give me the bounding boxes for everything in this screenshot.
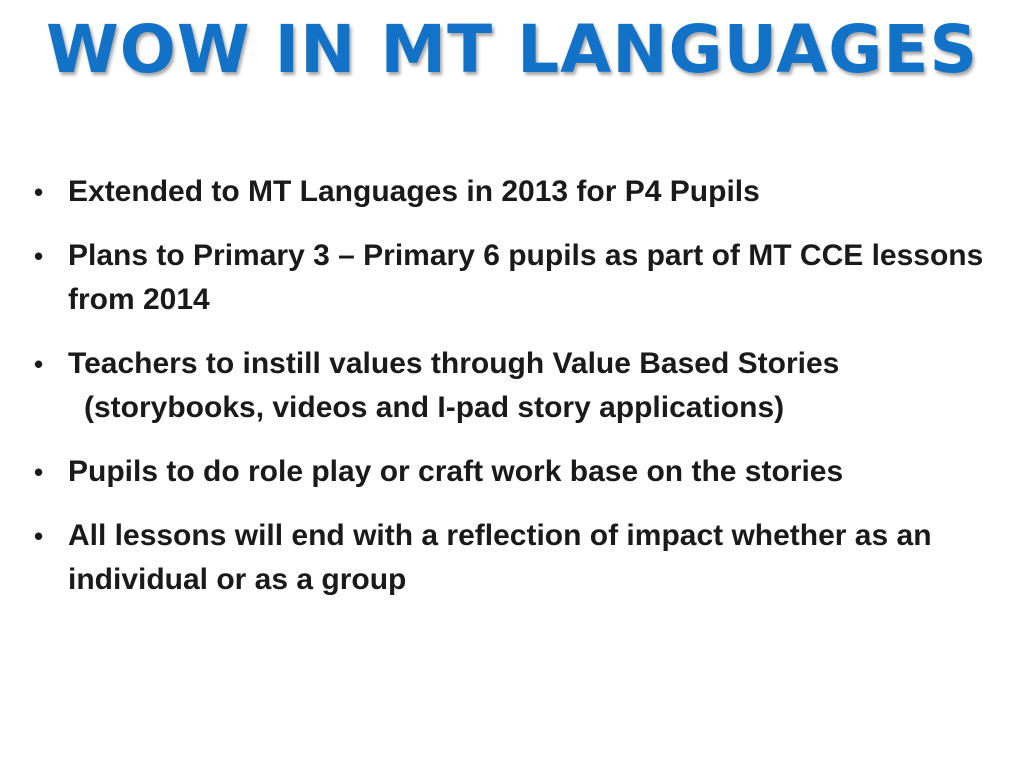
bullet-text: Extended to MT Languages in 2013 for P4 Pupils — [68, 175, 760, 208]
bullet-dot-icon: • — [34, 177, 44, 207]
bullet-list — [30, 170, 990, 622]
bullet-item — [30, 342, 990, 430]
bullet-text: Plans to Primary 3 – Primary 6 pupils as part of MT CCE lessons from 2014 — [68, 239, 984, 316]
bullet-dot-icon: • — [34, 457, 44, 487]
bullet-item — [30, 234, 990, 322]
bullet-item — [30, 170, 990, 214]
bullet-item — [30, 514, 990, 602]
bullet-text: Teachers to instill values through Value Based Stories — [68, 347, 840, 380]
bullet-item — [30, 450, 990, 494]
bullet-dot-icon: • — [34, 241, 44, 271]
bullet-text: All lessons will end with a reflection of impact whether as an individual or as a group — [68, 519, 932, 596]
bullet-dot-icon: • — [34, 349, 44, 379]
bullet-dot-icon: • — [34, 521, 44, 551]
bullet-text: Pupils to do role play or craft work base on the stories — [68, 455, 844, 488]
bullet-subline: (storybooks, videos and I-pad story applications) — [84, 391, 785, 424]
slide-title: WOW IN MT LANGUAGES — [45, 11, 979, 88]
